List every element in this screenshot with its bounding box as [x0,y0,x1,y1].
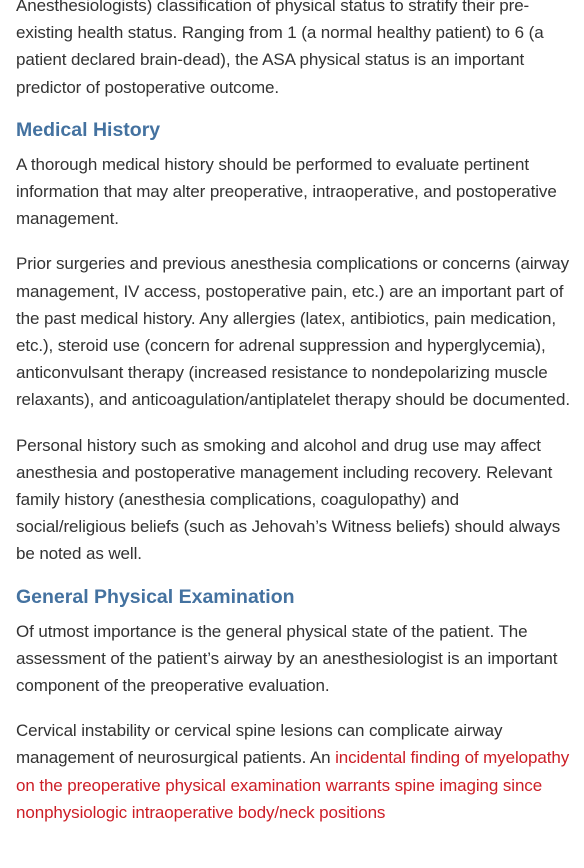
intro-paragraph: Anesthesiologists) classification of physical status to stratify their pre-existing health status. Ranging from 1 (a normal healthy patient) to 6 (a patient declared brain-dead), the ASA physical status is an important predictor of postoperative outcome. [16,0,544,97]
medical-history-paragraph-1: A thorough medical history should be performed to evaluate pertinent information that may alter preoperative, intraoperative, and postoperative management. [16,154,557,229]
general-physical-paragraph-1: Of utmost importance is the general physical state of the patient. The assessment of the patient’s airway by an anesthesiologist is an important component of the preoperative evaluation. [16,621,558,696]
section-heading-medical-history: Medical History [16,118,161,141]
section-heading-general-physical-examination: General Physical Examination [16,585,295,608]
article-content [16,0,572,826]
medical-history-paragraph-2: Prior surgeries and previous anesthesia complications or concerns (airway management, IV access, postoperative pain, etc.) are an important part of the past medical history. Any allergies (latex, antibiotics, pain medication, etc.), steroid use (concern for adrenal suppression and hyperglycemia), anticonvulsant therapy (increased resistance to nondepolarizing muscle relaxants), and anticoagulation/antiplatelet therapy should be documented. [16,254,570,410]
general-physical-paragraph-2 [16,717,572,826]
highlighted-text: incidental finding of myelopathy on the preoperative physical examination warrants spine imaging since nonphysiologic intraoperative body/neck positions [16,748,570,822]
paragraph-text: Cervical instability or cervical spine lesions can complicate airway management of neurosurgical patients. An [16,721,503,768]
medical-history-paragraph-3: Personal history such as smoking and alcohol and drug use may affect anesthesia and postoperative management including recovery. Relevant family history (anesthesia complications, coagulopathy) and social/religious beliefs (such as Jehovah’s Witness beliefs) should always be noted as well. [16,435,561,564]
